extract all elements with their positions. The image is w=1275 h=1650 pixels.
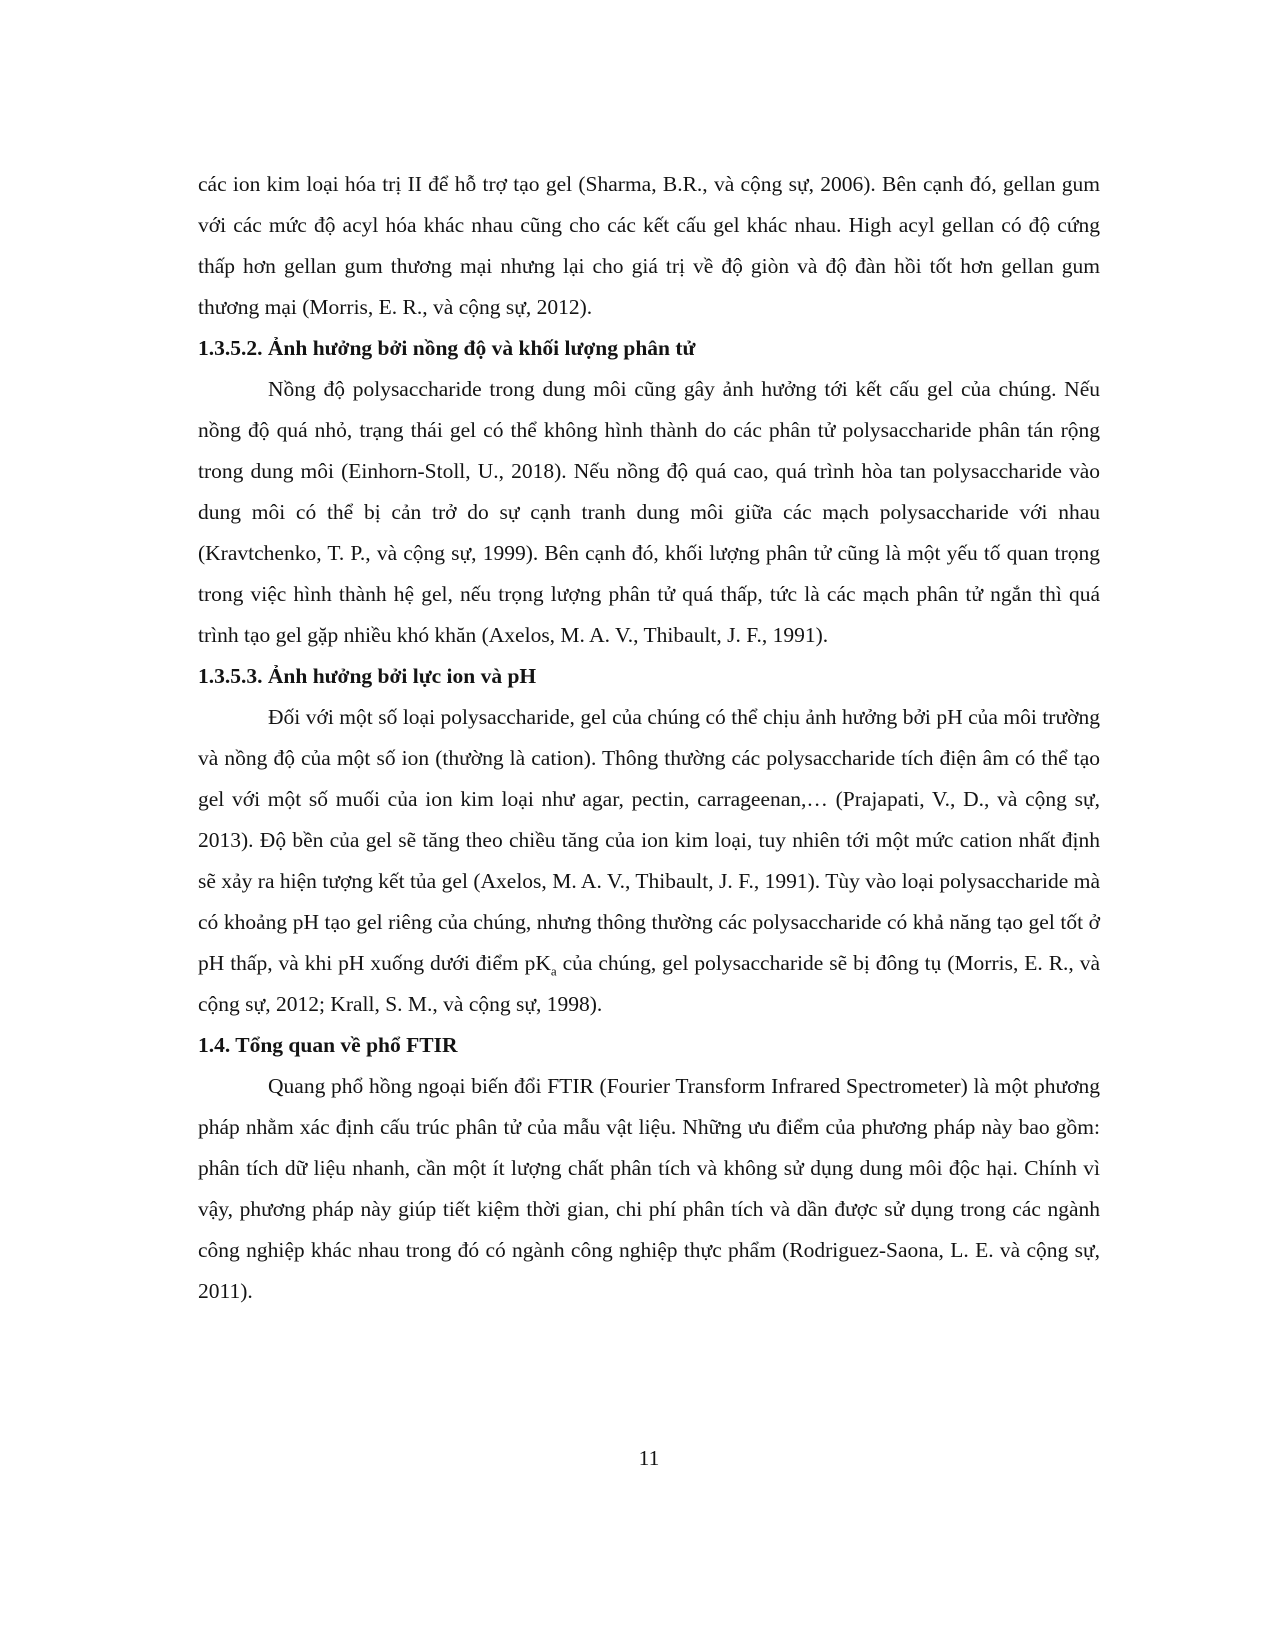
paragraph-text-before-subscript: Đối với một số loại polysaccharide, gel của chúng có thể chịu ảnh hưởng bởi pH của môi trường và nồng độ của một số ion (thường là cation). Thông thường các polysaccharide tích điện âm có thể tạo gel với một số muối của ion kim loại như agar, pectin, carrageenan,… (Prajapati, V., D., và cộng sự, 2013). Độ bền của gel sẽ tăng theo chiều tăng của ion kim loại, tuy nhiên tới một mức cation nhất định sẽ xảy ra hiện tượng kết tủa gel (Axelos, M. A. V., Thibault, J. F., 1991). Tùy vào loại polysaccharide mà có khoảng pH tạo gel riêng của chúng, nhưng thông thường các polysaccharide có khả năng tạo gel tốt ở pH thấp, và khi pH xuống dưới điểm pK — [198, 705, 1100, 975]
document-body — [198, 164, 1100, 1312]
pka-subscript: a — [550, 963, 557, 979]
heading-ionic-strength-ph: 1.3.5.3. Ảnh hưởng bởi lực ion và pH — [198, 664, 537, 688]
paragraph-gellan-gum: các ion kim loại hóa trị II để hỗ trợ tạo gel (Sharma, B.R., và cộng sự, 2006). Bên cạnh đó, gellan gum với các mức độ acyl hóa khác nhau cũng cho các kết cấu gel khác nhau. High acyl gellan có độ cứng thấp hơn gellan gum thương mại nhưng lại cho giá trị về độ giòn và độ đàn hồi tốt hơn gellan gum thương mại (Morris, E. R., và cộng sự, 2012). — [198, 172, 1100, 319]
heading-ftir-overview: 1.4. Tổng quan về phổ FTIR — [198, 1033, 458, 1057]
document-page — [198, 0, 1100, 1650]
paragraph-concentration: Nồng độ polysaccharide trong dung môi cũng gây ảnh hưởng tới kết cấu gel của chúng. Nếu nồng độ quá nhỏ, trạng thái gel có thể không hình thành do các phân tử polysaccharide phân tán rộng trong dung môi (Einhorn-Stoll, U., 2018). Nếu nồng độ quá cao, quá trình hòa tan polysaccharide vào dung môi có thể bị cản trở do sự cạnh tranh dung môi giữa các mạch polysaccharide với nhau (Kravtchenko, T. P., và cộng sự, 1999). Bên cạnh đó, khối lượng phân tử cũng là một yếu tố quan trọng trong việc hình thành hệ gel, nếu trọng lượng phân tử quá thấp, tức là các mạch phân tử ngắn thì quá trình tạo gel gặp nhiều khó khăn (Axelos, M. A. V., Thibault, J. F., 1991). — [198, 377, 1100, 647]
heading-concentration-molecular-weight: 1.3.5.2. Ảnh hưởng bởi nồng độ và khối lượng phân tử — [198, 336, 696, 360]
paragraph-ionic-strength-ph — [198, 697, 1100, 1025]
page-number: 11 — [638, 1446, 660, 1470]
paragraph-text-after-subscript: của chúng, gel polysaccharide sẽ bị đông tụ (Morris, E. R., và cộng sự, 2012; Krall, S. M., và cộng sự, 1998). — [198, 951, 1101, 1016]
paragraph-ftir: Quang phổ hồng ngoại biến đổi FTIR (Fourier Transform Infrared Spectrometer) là một phương pháp nhằm xác định cấu trúc phân tử của mẫu vật liệu. Những ưu điểm của phương pháp này bao gồm: phân tích dữ liệu nhanh, cần một ít lượng chất phân tích và không sử dụng dung môi độc hại. Chính vì vậy, phương pháp này giúp tiết kiệm thời gian, chi phí phân tích và dần được sử dụng trong các ngành công nghiệp khác nhau trong đó có ngành công nghiệp thực phẩm (Rodriguez-Saona, L. E. và cộng sự, 2011). — [198, 1074, 1100, 1303]
